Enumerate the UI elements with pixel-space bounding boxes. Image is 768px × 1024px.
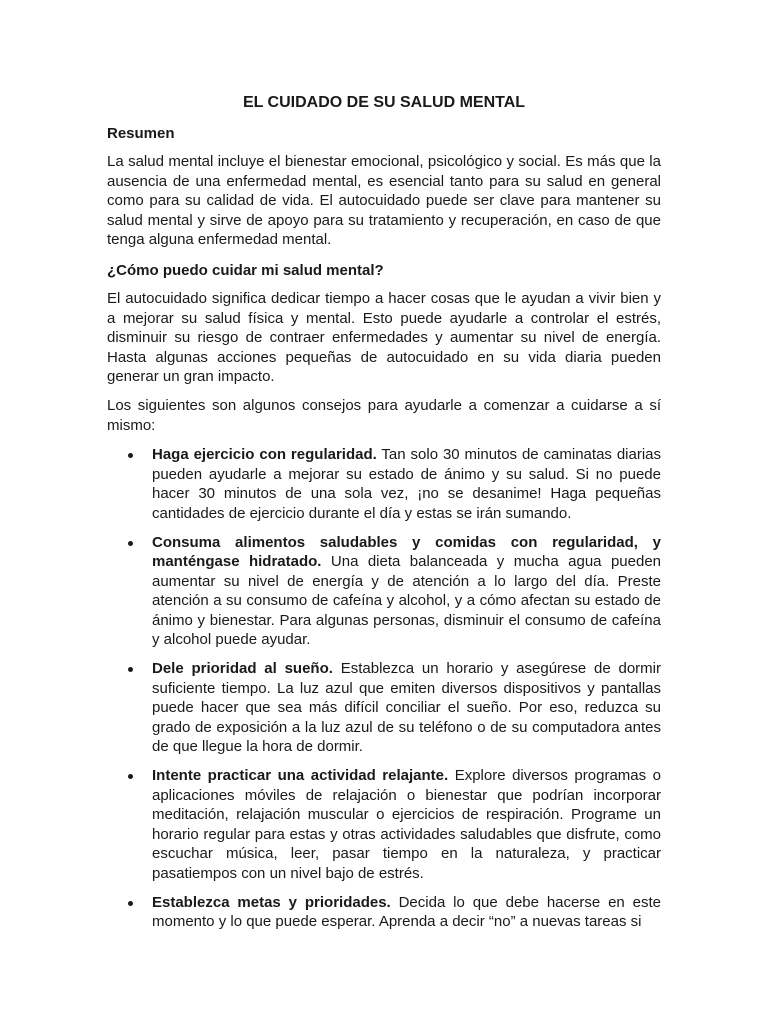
tip-text: Establezca un horario y asegúrese de dormir suficiente tiempo. La luz azul que emiten diversos dispositivos y pantallas puede hacer que sea más difícil conciliar el sueño. Por eso, reduzca su grado de exposición a la luz azul de su teléfono o de su computadora antes de que llegue la hora de dormir. <box>152 660 661 755</box>
selfcare-paragraph: El autocuidado significa dedicar tiempo a hacer cosas que le ayudan a vivir bien y a mejorar su salud física y mental. Esto puede ayudarle a controlar el estrés, disminuir su riesgo de contraer enfermedades y aumentar su nivel de energía. Hasta algunas acciones pequeñas de autocuidado en su vida diaria pueden generar un gran impacto. <box>107 290 661 385</box>
list-item <box>107 659 661 757</box>
tip-lead: Haga ejercicio con regularidad. <box>152 446 377 463</box>
summary-paragraph: La salud mental incluye el bienestar emocional, psicológico y social. Es más que la ausencia de una enfermedad mental, es esencial tanto para su salud en general como para su calidad de vida. El autocuidado puede ser clave para mantener su salud mental y sirve de apoyo para su tratamiento y recuperación, en caso de que tenga alguna enfermedad mental. <box>107 153 661 248</box>
tips-list <box>107 445 661 941</box>
tip-lead: Dele prioridad al sueño. <box>152 660 333 677</box>
list-item <box>107 533 661 650</box>
list-item <box>107 893 661 932</box>
summary-heading: Resumen <box>107 125 175 142</box>
document-title: EL CUIDADO DE SU SALUD MENTAL <box>242 94 526 111</box>
bullet-icon <box>128 541 133 546</box>
tip-lead: Consuma alimentos saludables y comidas con regularidad, y manténgase hidratado. <box>152 533 661 570</box>
tip-text: Explore diversos programas o aplicaciones móviles de relajación o bienestar que podrían incorporar meditación, relajación muscular o ejercicios de respiración. Programe un horario regular para estas y otras actividades saludables que disfrute, como escuchar música, leer, pasar tiempo en la naturaleza, y practicar pasatiempos con un nivel bajo de estrés. <box>152 767 661 882</box>
tip-text: Decida lo que debe hacerse en este momento y lo que puede esperar. Aprenda a decir “no” a nuevas tareas si <box>152 893 661 930</box>
bullet-icon <box>128 901 133 906</box>
list-item <box>107 445 661 523</box>
tip-lead: Establezca metas y prioridades. <box>152 893 391 911</box>
tips-intro-paragraph: Los siguientes son algunos consejos para ayudarle a comenzar a cuidarse a sí mismo: <box>107 397 661 434</box>
tip-text: Una dieta balanceada y mucha agua pueden aumentar su nivel de energía y de atención a lo largo del día. Preste atención a su consumo de cafeína y alcohol, y a cómo afectan su estado de ánimo y bienestar. Para algunas personas, disminuir el consumo de cafeína y alcohol puede ayudar. <box>152 553 662 648</box>
tip-lead: Intente practicar una actividad relajante. <box>152 767 449 784</box>
question-heading: ¿Cómo puedo cuidar mi salud mental? <box>107 262 384 279</box>
bullet-icon <box>128 453 133 458</box>
bullet-icon <box>128 667 133 672</box>
bullet-icon <box>128 774 133 779</box>
tip-text: Tan solo 30 minutos de caminatas diarias pueden ayudarle a mejorar su estado de ánimo y su salud. Si no puede hacer 30 minutos de una sola vez, ¡no se desanime! Haga pequeñas cantidades de ejercicio durante el día y estas se irán sumando. <box>152 446 662 522</box>
list-item <box>107 766 661 883</box>
